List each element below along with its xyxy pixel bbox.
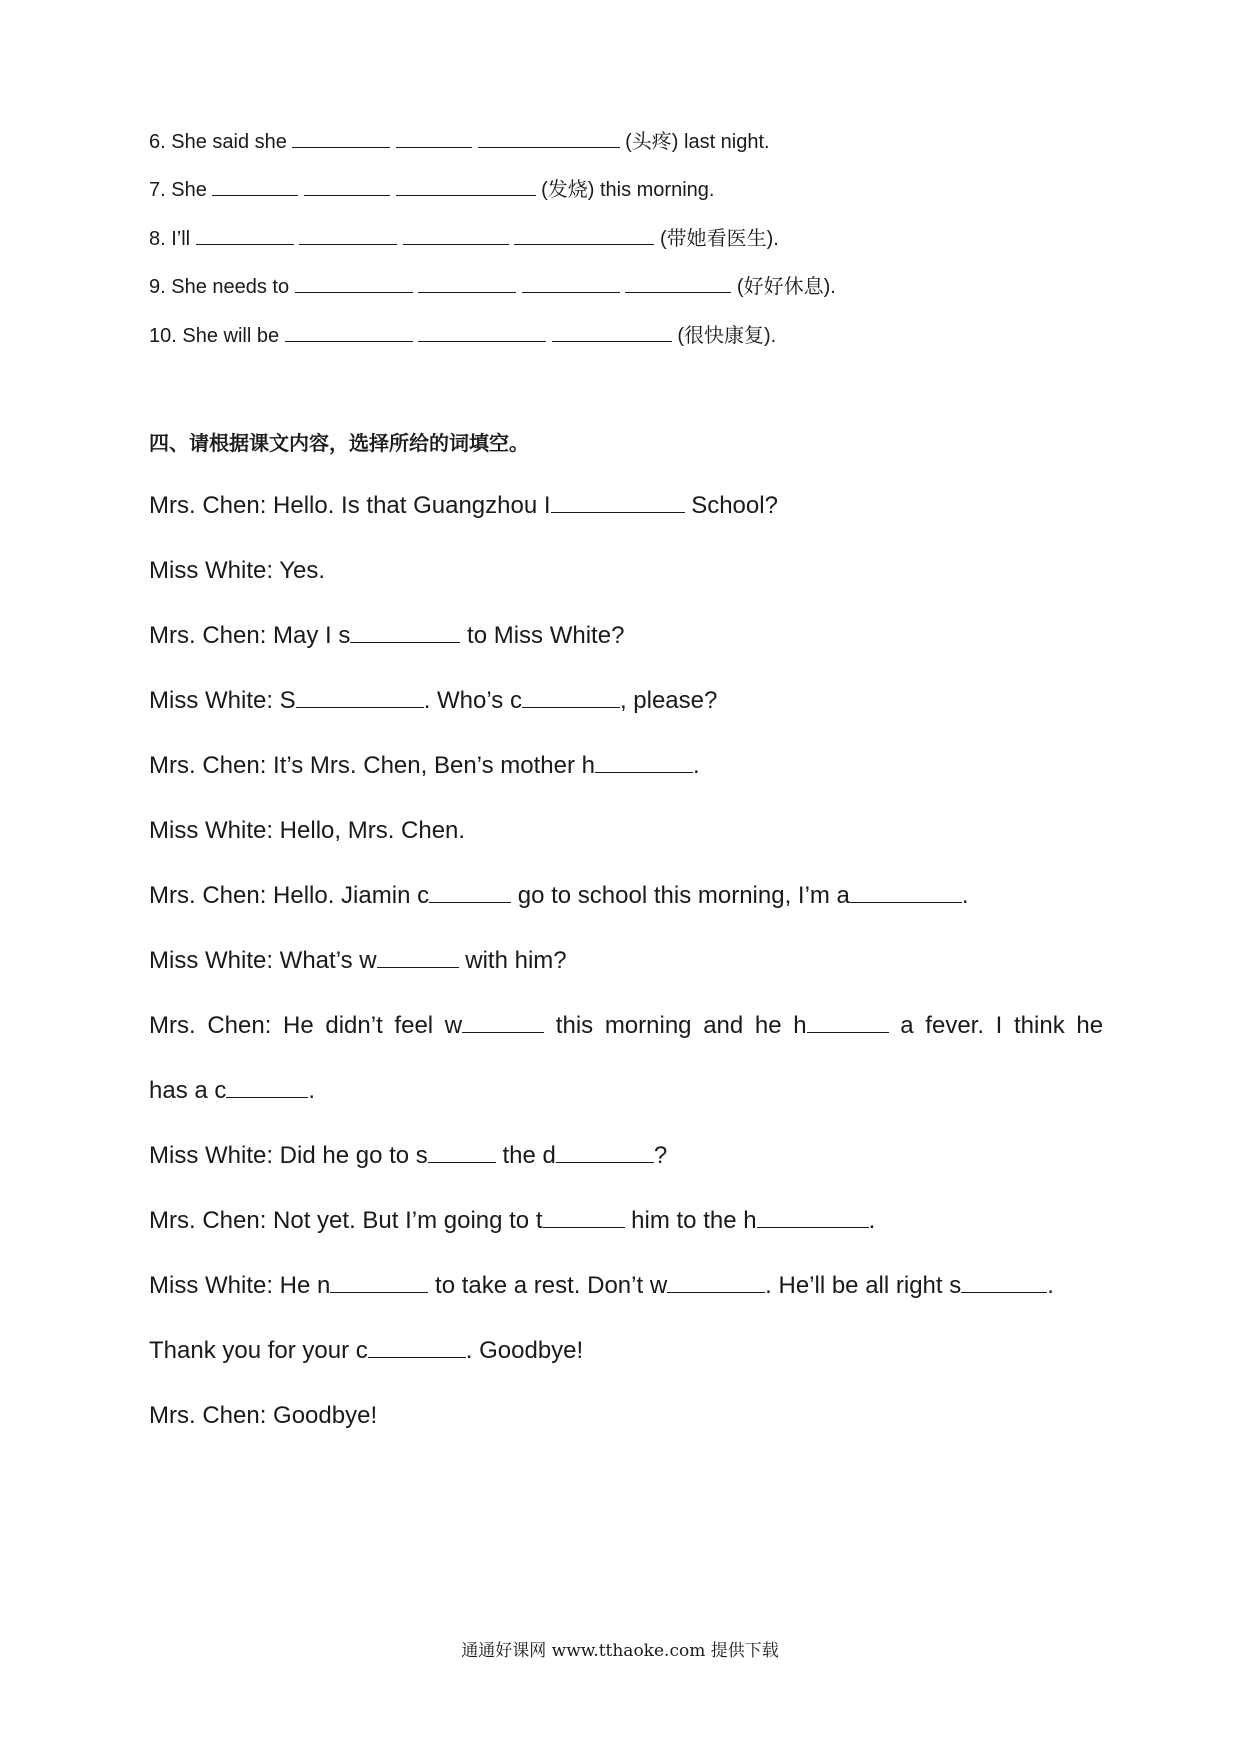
dialogue-line: Mrs. Chen: Goodbye! <box>149 1402 378 1429</box>
answer-blank[interactable] <box>543 1226 625 1228</box>
answer-blank[interactable] <box>330 1291 428 1293</box>
answer-blank[interactable] <box>478 146 620 148</box>
answer-blank[interactable] <box>226 1096 308 1098</box>
dialogue-line: Miss White: Hello, Mrs. Chen. <box>149 817 466 844</box>
dialogue-line: Mrs. Chen: Not yet. But I’m going to t him to the h . <box>149 1207 876 1234</box>
dialogue-line: Miss White: What’s w with him? <box>149 947 567 974</box>
answer-blank[interactable] <box>556 1161 654 1163</box>
answer-blank[interactable] <box>850 901 962 903</box>
dialogue-line: Miss White: Did he go to s the d ? <box>149 1142 668 1169</box>
question-9: 9. She needs to (好好休息). <box>149 276 836 298</box>
answer-blank[interactable] <box>667 1291 765 1293</box>
answer-blank[interactable] <box>522 706 620 708</box>
answer-blank[interactable] <box>522 291 620 293</box>
dialogue-line: Mrs. Chen: May I s to Miss White? <box>149 622 625 649</box>
answer-blank[interactable] <box>462 1031 544 1033</box>
answer-blank[interactable] <box>403 243 509 245</box>
page-footer: 通通好课网 www.tthaoke.com 提供下载 <box>461 1641 779 1661</box>
answer-blank[interactable] <box>625 291 731 293</box>
answer-blank[interactable] <box>295 291 413 293</box>
question-8: 8. I’ll (带她看医生). <box>149 228 779 250</box>
answer-blank[interactable] <box>212 194 298 196</box>
section-heading: 四、请根据课文内容，选择所给的词填空。 <box>149 433 529 455</box>
answer-blank[interactable] <box>368 1356 466 1358</box>
answer-blank[interactable] <box>429 901 511 903</box>
answer-blank[interactable] <box>396 194 536 196</box>
dialogue-line: Mrs. Chen: Hello. Is that Guangzhou I School? <box>149 492 778 519</box>
answer-blank[interactable] <box>551 511 685 513</box>
dialogue-line: has a c . <box>149 1077 316 1104</box>
dialogue-line: Mrs. Chen: It’s Mrs. Chen, Ben’s mother h . <box>149 752 700 779</box>
answer-blank[interactable] <box>285 340 413 342</box>
question-6: 6. She said she (头疼) last night. <box>149 131 770 153</box>
question-10: 10. She will be (很快康复). <box>149 325 777 347</box>
answer-blank[interactable] <box>418 340 546 342</box>
answer-blank[interactable] <box>396 146 472 148</box>
answer-blank[interactable] <box>418 291 516 293</box>
answer-blank[interactable] <box>961 1291 1047 1293</box>
answer-blank[interactable] <box>296 706 424 708</box>
answer-blank[interactable] <box>350 641 460 643</box>
answer-blank[interactable] <box>757 1226 869 1228</box>
answer-blank[interactable] <box>807 1031 889 1033</box>
dialogue-line: Mrs. Chen: Hello. Jiamin c go to school this morning, I’m a . <box>149 882 969 909</box>
answer-blank[interactable] <box>377 966 459 968</box>
answer-blank[interactable] <box>595 771 693 773</box>
answer-blank[interactable] <box>428 1161 496 1163</box>
answer-blank[interactable] <box>196 243 294 245</box>
question-7: 7. She (发烧) this morning. <box>149 179 715 201</box>
answer-blank[interactable] <box>299 243 397 245</box>
answer-blank[interactable] <box>552 340 672 342</box>
dialogue-line: Miss White: Yes. <box>149 557 326 584</box>
dialogue-line: Miss White: He n to take a rest. Don’t w . He’ll be all right s . <box>149 1272 1054 1299</box>
answer-blank[interactable] <box>292 146 390 148</box>
dialogue-line: Thank you for your c . Goodbye! <box>149 1337 584 1364</box>
answer-blank[interactable] <box>304 194 390 196</box>
answer-blank[interactable] <box>514 243 654 245</box>
dialogue-line: Mrs. Chen: He didn’t feel w this morning and he h a fever. I think he <box>149 1012 1104 1039</box>
dialogue-line: Miss White: S . Who’s c , please? <box>149 687 718 714</box>
